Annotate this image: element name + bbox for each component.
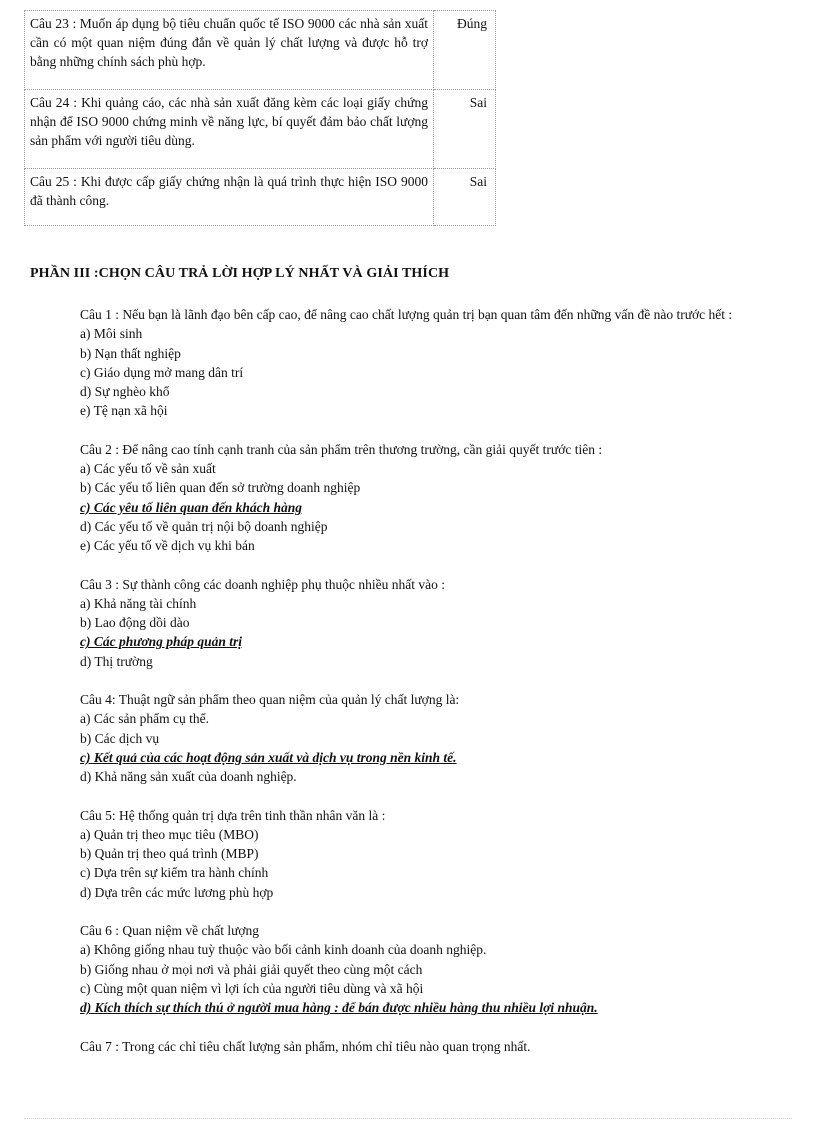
option: d) Dựa trên các mức lương phù hợp [80,884,274,900]
option: a) Không giống nhau tuỳ thuộc vào bối cảnh kinh doanh của doanh nghiệp. [80,942,487,958]
question-block-2 [30,440,790,556]
question-text: Câu 3 : Sự thành công các doanh nghiệp phụ thuộc nhiều nhất vào : [80,576,445,592]
question-text: Câu 4: Thuật ngữ sản phẩm theo quan niệm của quản lý chất lượng là: [80,692,460,708]
question-text: Câu 7 : Trong các chỉ tiêu chất lượng sản phẩm, nhóm chỉ tiêu nào quan trọng nhất. [80,1038,531,1054]
correct-option: c) Các phương pháp quản trị [80,634,242,650]
table-row [25,11,496,90]
question-block-7 [30,1037,790,1056]
question-cell: Câu 24 : Khi quảng cáo, các nhà sản xuất đăng kèm các loại giấy chứng nhận để ISO 9000 chứng minh về năng lực, bí quyết đảm bảo chất lượng sản phẩm với người tiêu dùng. [25,90,434,169]
option: a) Các sản phẩm cụ thể. [80,711,209,727]
option: b) Các yếu tố liên quan đến sở trường doanh nghiệp [80,480,361,496]
answer-cell: Sai [434,90,496,169]
option: b) Quản trị theo quá trình (MBP) [80,846,259,862]
option: e) Tệ nạn xã hội [80,403,168,419]
question-cell: Câu 25 : Khi được cấp giấy chứng nhận là quá trình thực hiện ISO 9000 đã thành công. [25,169,434,226]
correct-option: c) Kết quả của các hoạt động sản xuất và dịch vụ trong nền kinh tế. [80,749,457,765]
question-text: Câu 5: Hệ thống quản trị dựa trên tinh thần nhân văn là : [80,807,386,823]
question-block-4 [30,690,790,786]
option: d) Thị trường [80,653,153,669]
question-block-6 [30,921,790,1017]
question-text: Câu 2 : Để nâng cao tính cạnh tranh của sản phẩm trên thương trường, cần giải quyết trước tiên : [80,441,603,457]
option: c) Giáo dụng mở mang dân trí [80,364,244,380]
option: c) Cùng một quan niệm vì lợi ích của người tiêu dùng và xã hội [80,980,424,996]
correct-option: c) Các yêu tố liên quan đến khách hàng [80,499,303,515]
question-text: Câu 1 : Nếu bạn là lãnh đạo bên cấp cao, để nâng cao chất lượng quản trị bạn quan tâm đến những vấn đề nào trước hết : [80,307,733,322]
option: d) Sự nghèo khổ [80,384,170,400]
section-title: PHẦN III :CHỌN CÂU TRẢ LỜI HỢP LÝ NHẤT VÀ GIẢI THÍCH [30,266,450,281]
option: a) Các yếu tố về sản xuất [80,461,216,477]
option: b) Nạn thất nghiệp [80,345,181,361]
option: a) Khả năng tài chính [80,595,197,611]
question-block-5 [30,806,790,902]
question-block-3 [30,575,790,671]
option: b) Giống nhau ở mọi nơi và phải giải quyết theo cùng một cách [80,961,423,977]
page-bottom-divider [24,1118,792,1119]
option: a) Quản trị theo mục tiêu (MBO) [80,826,259,842]
true-false-table [24,10,496,226]
option: b) Các dịch vụ [80,730,160,746]
option: e) Các yếu tố về dịch vụ khi bán [80,538,255,554]
answer-cell: Sai [434,169,496,226]
question-text: Câu 6 : Quan niệm về chất lượng [80,923,260,939]
answer-cell: Đúng [434,11,496,90]
question-cell: Câu 23 : Muốn áp dụng bộ tiêu chuẩn quốc tế ISO 9000 các nhà sản xuất cần có một quan niệm đúng đắn về quản lý chất lượng và được hỗ trợ bằng những chính sách phù hợp. [25,11,434,90]
option: b) Lao động dồi dào [80,615,190,631]
table-row [25,169,496,226]
option: d) Các yếu tố về quản trị nội bộ doanh nghiệp [80,518,328,534]
question-block-1 [30,305,790,421]
option: d) Khả năng sản xuất của doanh nghiệp. [80,769,297,785]
questions-list [30,305,790,1075]
table-row [25,90,496,169]
option: a) Môi sinh [80,326,143,342]
option: c) Dựa trên sự kiểm tra hành chính [80,865,269,881]
correct-option: d) Kích thích sự thích thú ở người mua hàng : để bán được nhiều hàng thu nhiều lợi nhuận. [80,1000,598,1016]
